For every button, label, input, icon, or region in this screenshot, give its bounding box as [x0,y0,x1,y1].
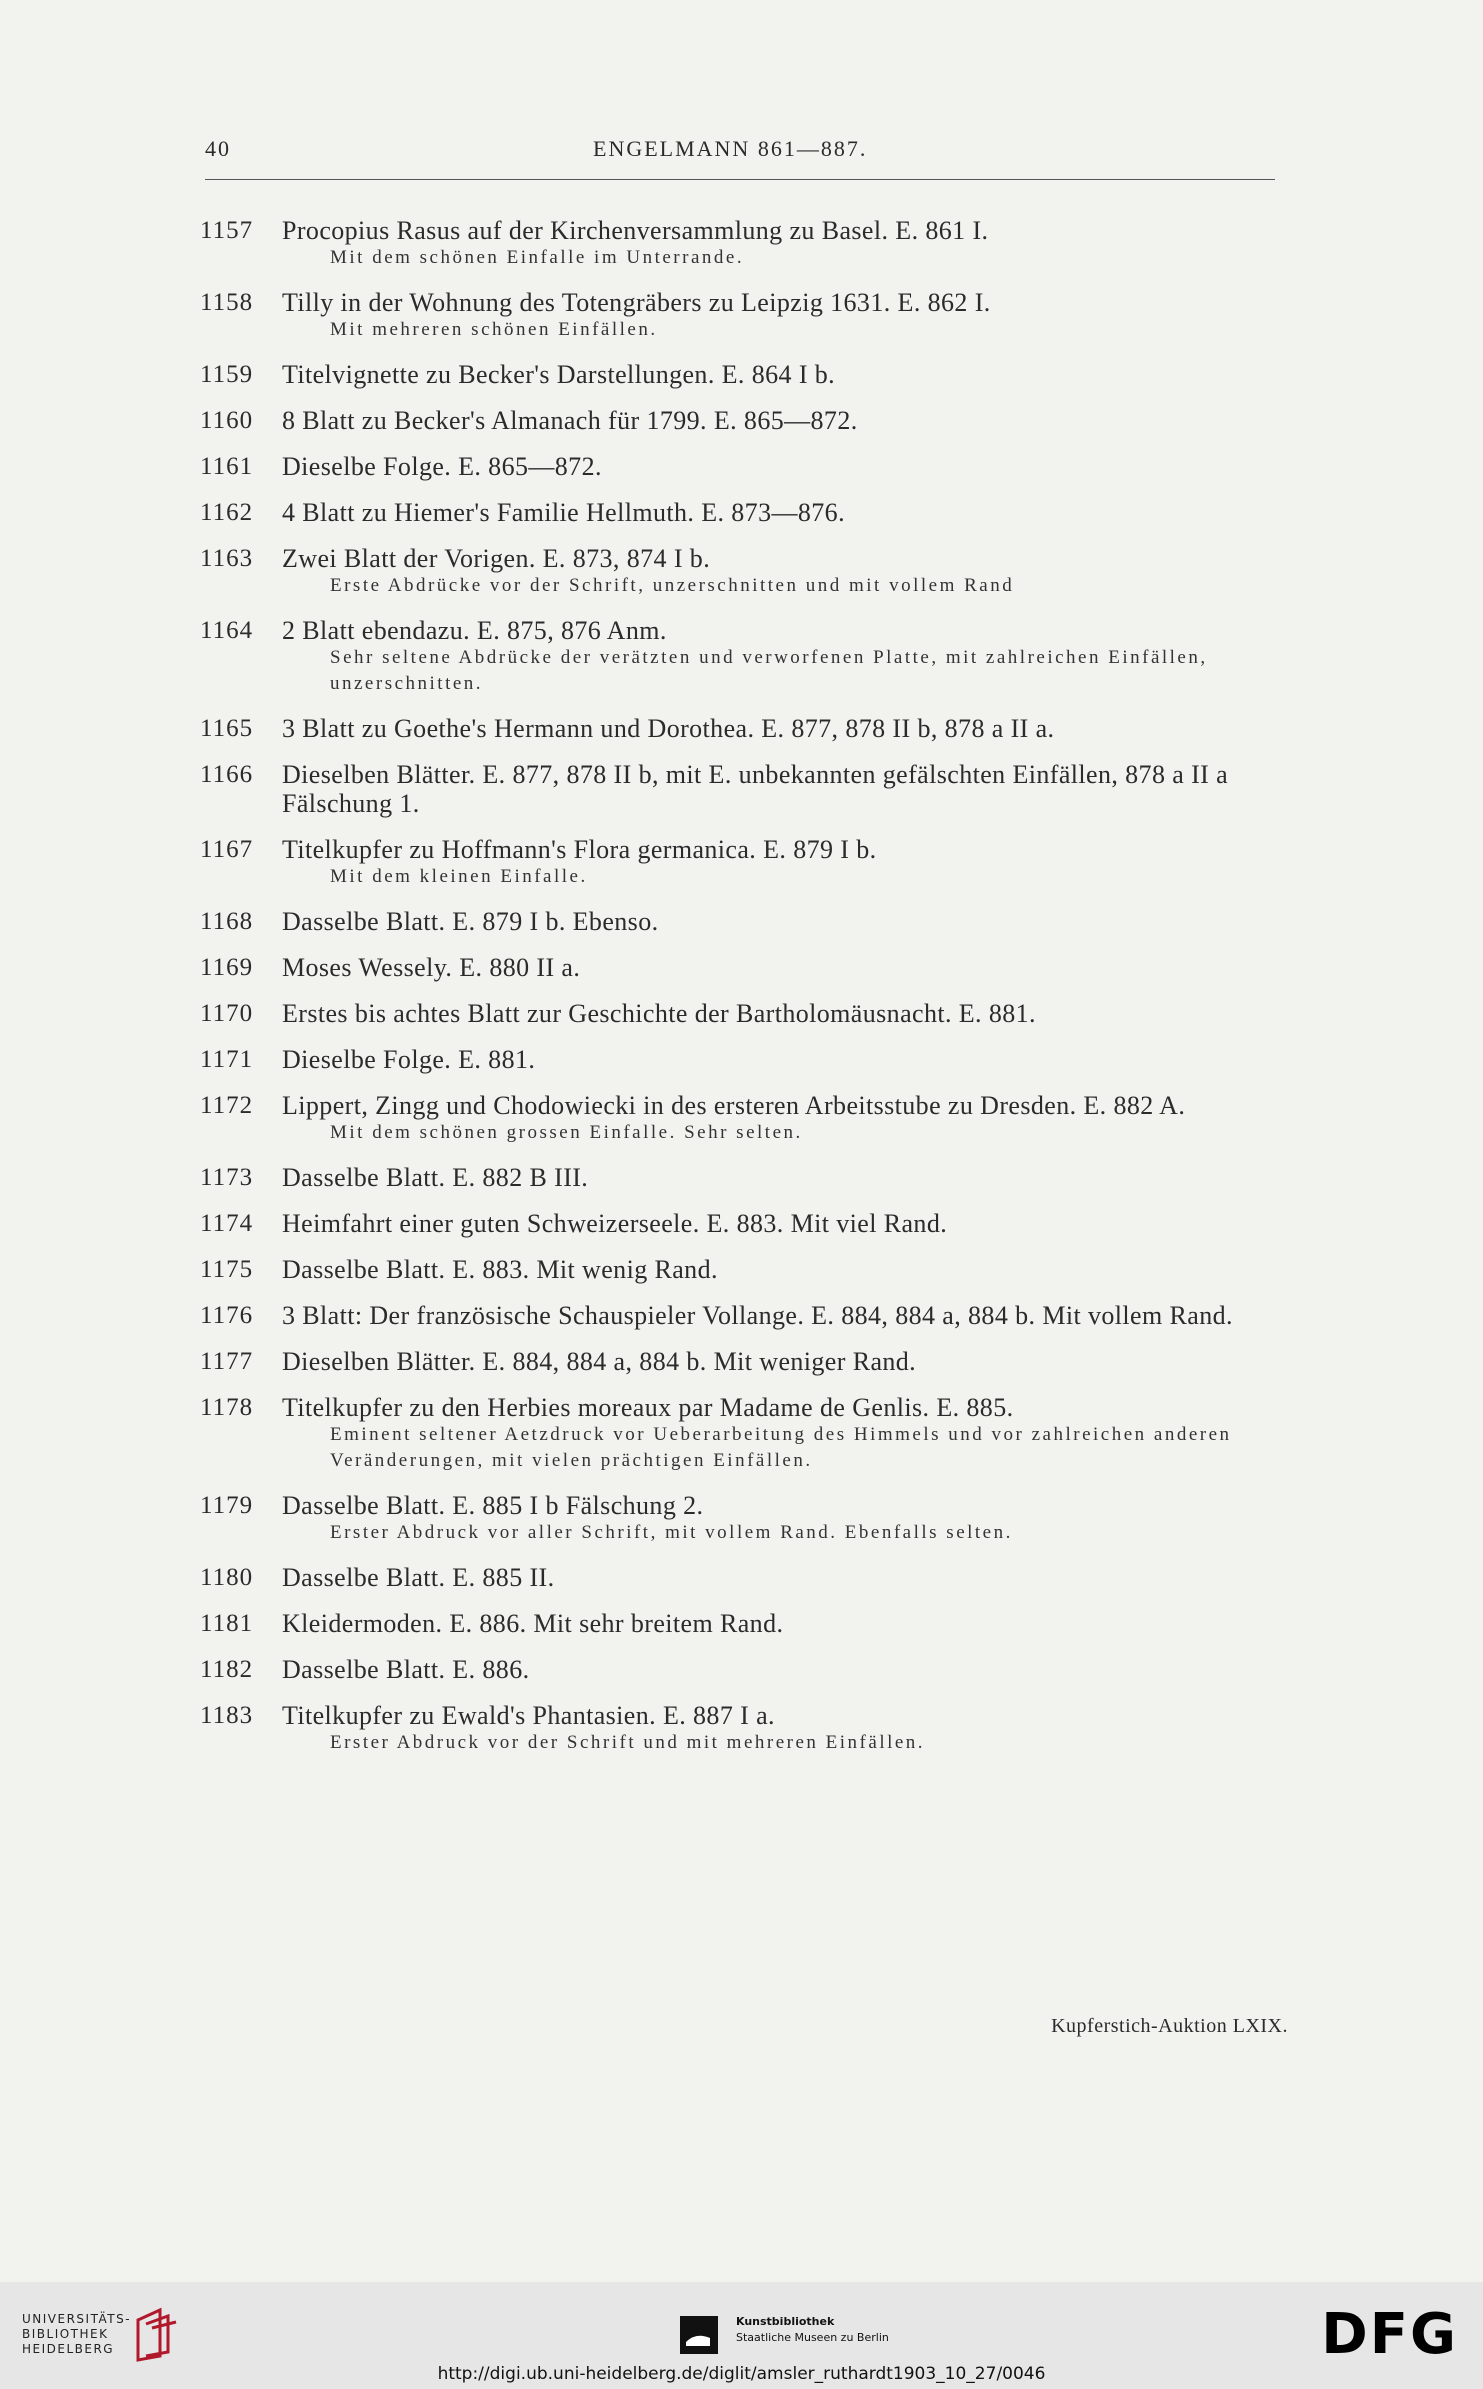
running-head: ENGELMANN 861—887. [593,136,868,161]
entry-title: Dieselbe Folge. E. 865—872. [282,452,602,481]
entry-note: Mit dem schönen grossen Einfalle. Sehr selten. [330,1122,803,1143]
entry-note: Mit mehreren schönen Einfällen. [330,319,658,340]
entry-note: Erster Abdruck vor der Schrift und mit mehreren Einfällen. [330,1732,926,1753]
entry-number: 1166 [200,761,254,788]
ub-line: BIBLIOTHEK [22,2327,109,2341]
entry-number: 1175 [200,1256,254,1283]
entry-title: 2 Blatt ebendazu. E. 875, 876 Anm. [282,616,667,645]
entry-title: Dasselbe Blatt. E. 883. Mit wenig Rand. [282,1255,718,1284]
entry-title: Procopius Rasus auf der Kirchenversammlung zu Basel. E. 861 I. [282,216,989,245]
entry-title: Zwei Blatt der Vorigen. E. 873, 874 I b. [282,544,711,573]
kunstbibliothek-label [736,2314,889,2346]
entry-number: 1182 [200,1656,254,1683]
entry-title: 4 Blatt zu Hiemer's Familie Hellmuth. E. 873—876. [282,498,845,527]
permalink-url[interactable]: http://digi.ub.uni-heidelberg.de/diglit/amsler_ruthardt1903_10_27/0046 [437,2364,1046,2384]
entry-note: Eminent seltener Aetzdruck vor Ueberarbeitung des Himmels und vor zahlreichen anderen Veränderungen, mit vielen prächtigen Einfällen. [330,1424,1232,1471]
catalog-entry [200,835,1290,890]
kunstbibliothek-logo-icon [676,2312,722,2358]
entry-number: 1159 [200,361,254,388]
entry-number: 1180 [200,1564,254,1591]
entry-number: 1173 [200,1164,254,1191]
catalog-entry [200,953,1290,982]
catalog-entry [200,288,1290,343]
entry-number: 1157 [200,217,254,244]
entry-title: 3 Blatt: Der französische Schauspieler Vollange. E. 884, 884 a, 884 b. Mit vollem Rand. [282,1301,1233,1330]
entry-title: Lippert, Zingg und Chodowiecki in des ersteren Arbeitsstube zu Dresden. E. 882 A. [282,1091,1186,1120]
entry-note: Mit dem schönen Einfalle im Unterrande. [330,247,745,268]
entry-number: 1181 [200,1610,254,1637]
catalog-entry [200,1045,1290,1074]
catalog-entry [200,360,1290,389]
entry-title: Dieselben Blätter. E. 877, 878 II b, mit E. unbekannten gefälschten Einfällen, 878 a II a Fälschung 1. [282,760,1229,818]
page-header [205,136,1275,166]
entry-title: Tilly in der Wohnung des Totengräbers zu Leipzig 1631. E. 862 I. [282,288,991,317]
entry-title: Dasselbe Blatt. E. 885 II. [282,1563,555,1592]
catalog-entry [200,1563,1290,1592]
entry-number: 1165 [200,715,254,742]
entry-number: 1171 [200,1046,254,1073]
entry-title: Dieselbe Folge. E. 881. [282,1045,536,1074]
entry-number: 1172 [200,1092,254,1119]
entry-number: 1176 [200,1302,254,1329]
catalog-entry [200,1655,1290,1684]
catalog-entry [200,1209,1290,1238]
entry-note: Erste Abdrücke vor der Schrift, unzerschnitten und mit vollem Rand [330,575,1015,596]
catalog-entries [200,216,1290,1773]
catalog-entry [200,760,1290,818]
entry-number: 1168 [200,908,254,935]
auction-credit: Kupferstich-Auktion LXIX. [1051,2015,1288,2037]
entry-title: Titelkupfer zu Hoffmann's Flora germanica. E. 879 I b. [282,835,877,864]
entry-number: 1169 [200,954,254,981]
entry-note: Sehr seltene Abdrücke der verätzten und verworfenen Platte, mit zahlreichen Einfällen, unzerschnitten. [330,647,1208,694]
entry-title: Dasselbe Blatt. E. 885 I b Fälschung 2. [282,1491,704,1520]
entry-title: Dasselbe Blatt. E. 882 B III. [282,1163,589,1192]
entry-number: 1160 [200,407,254,434]
catalog-entry [200,1347,1290,1376]
entry-title: Titelvignette zu Becker's Darstellungen. E. 864 I b. [282,360,836,389]
kb-name: Kunstbibliothek [736,2315,835,2328]
entry-number: 1170 [200,1000,254,1027]
entry-number: 1167 [200,836,254,863]
entry-number: 1178 [200,1394,254,1421]
catalog-entry [200,999,1290,1028]
catalog-entry [200,1163,1290,1192]
dfg-logo: DFG [1321,2302,1458,2367]
entry-title: Erstes bis achtes Blatt zur Geschichte der Bartholomäusnacht. E. 881. [282,999,1036,1028]
catalog-entry [200,907,1290,936]
entry-title: Kleidermoden. E. 886. Mit sehr breitem Rand. [282,1609,784,1638]
catalog-entry [200,216,1290,271]
entry-note: Erster Abdruck vor aller Schrift, mit vollem Rand. Ebenfalls selten. [330,1522,1013,1543]
catalog-entry [200,1255,1290,1284]
ub-heidelberg-logo-icon [132,2306,180,2362]
catalog-entry [200,1491,1290,1546]
entry-number: 1183 [200,1702,254,1729]
header-rule [205,179,1275,180]
catalog-entry [200,616,1290,697]
catalog-entry [200,1393,1290,1474]
ub-line: UNIVERSITÄTS- [22,2312,132,2326]
catalog-entry [200,498,1290,527]
entry-title: Dasselbe Blatt. E. 879 I b. Ebenso. [282,907,659,936]
catalog-entry [200,1609,1290,1638]
entry-number: 1162 [200,499,254,526]
ub-line: HEIDELBERG [22,2342,115,2356]
entry-title: Dieselben Blätter. E. 884, 884 a, 884 b. Mit weniger Rand. [282,1347,917,1376]
catalog-entry [200,1091,1290,1146]
entry-number: 1174 [200,1210,254,1237]
entry-number: 1177 [200,1348,254,1375]
entry-title: Heimfahrt einer guten Schweizerseele. E. 883. Mit viel Rand. [282,1209,948,1238]
entry-title: Dasselbe Blatt. E. 886. [282,1655,530,1684]
catalog-entry [200,452,1290,481]
entry-note: Mit dem kleinen Einfalle. [330,866,588,887]
catalog-entry [200,1301,1290,1330]
entry-number: 1164 [200,617,254,644]
catalog-entry [200,406,1290,435]
entry-title: 8 Blatt zu Becker's Almanach für 1799. E. 865—872. [282,406,858,435]
page-number: 40 [205,136,231,161]
catalog-entry [200,714,1290,743]
entry-number: 1163 [200,545,254,572]
kb-subtitle: Staatliche Museen zu Berlin [736,2331,889,2344]
entry-title: Moses Wessely. E. 880 II a. [282,953,581,982]
catalog-entry [200,1701,1290,1756]
catalog-entry [200,544,1290,599]
entry-title: Titelkupfer zu Ewald's Phantasien. E. 887 I a. [282,1701,775,1730]
entry-title: 3 Blatt zu Goethe's Hermann und Dorothea. E. 877, 878 II b, 878 a II a. [282,714,1055,743]
entry-number: 1161 [200,453,254,480]
entry-number: 1179 [200,1492,254,1519]
entry-number: 1158 [200,289,254,316]
entry-title: Titelkupfer zu den Herbies moreaux par Madame de Genlis. E. 885. [282,1393,1014,1422]
ub-heidelberg-label [22,2312,131,2357]
